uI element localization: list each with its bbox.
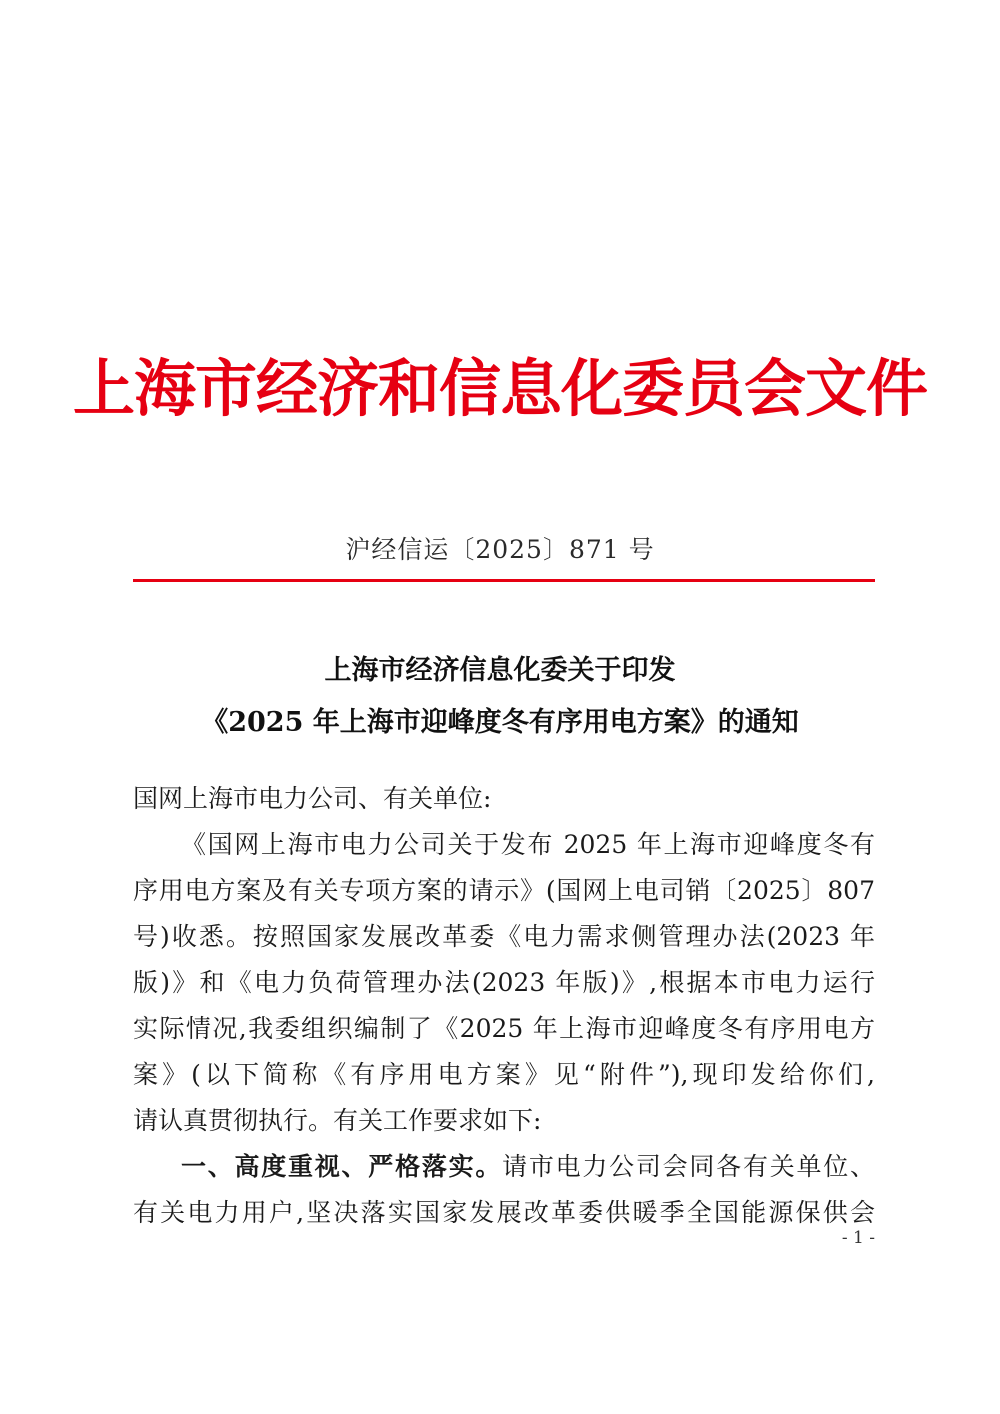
issuer-header-title: 上海市经济和信息化委员会文件 xyxy=(72,352,927,425)
document-number: 沪经信运〔2025〕871 号 xyxy=(345,535,655,564)
paragraph-1-line: 《国网上海市电力公司关于发布 2025 年上海市迎峰度冬有 xyxy=(181,830,875,859)
red-divider-line xyxy=(133,579,875,582)
paragraph-1-line: 号)收悉。按照国家发展改革委《电力需求侧管理办法(2023 年 xyxy=(133,922,875,951)
paragraph-1-line: 版)》和《电力负荷管理办法(2023 年版)》,根据本市电力运行 xyxy=(133,968,875,997)
paragraph-1-line: 实际情况,我委组织编制了《2025 年上海市迎峰度冬有序用电方 xyxy=(133,1014,875,1043)
paragraph-2-line: 有关电力用户,坚决落实国家发展改革委供暖季全国能源保供会 xyxy=(133,1198,875,1227)
paragraph-1-line: 序用电方案及有关专项方案的请示》(国网上电司销〔2025〕807 xyxy=(133,876,875,905)
notice-title-line-2: 《2025 年上海市迎峰度冬有序用电方案》的通知 xyxy=(201,707,799,738)
page-number: - 1 - xyxy=(841,1228,875,1248)
salutation: 国网上海市电力公司、有关单位: xyxy=(133,784,492,813)
paragraph-1-line: 请认真贯彻执行。有关工作要求如下: xyxy=(133,1106,542,1135)
paragraph-2-text: 请市电力公司会同各有关单位、 xyxy=(502,1152,875,1181)
paragraph-1-line: 案》(以下简称《有序用电方案》见“附件”),现印发给你们, xyxy=(133,1060,875,1089)
section-heading-1: 一、高度重视、严格落实。 xyxy=(181,1152,503,1181)
document-body xyxy=(133,776,875,1236)
paragraph-2-line xyxy=(133,1144,875,1190)
notice-title-line-1: 上海市经济信息化委关于印发 xyxy=(324,655,676,686)
